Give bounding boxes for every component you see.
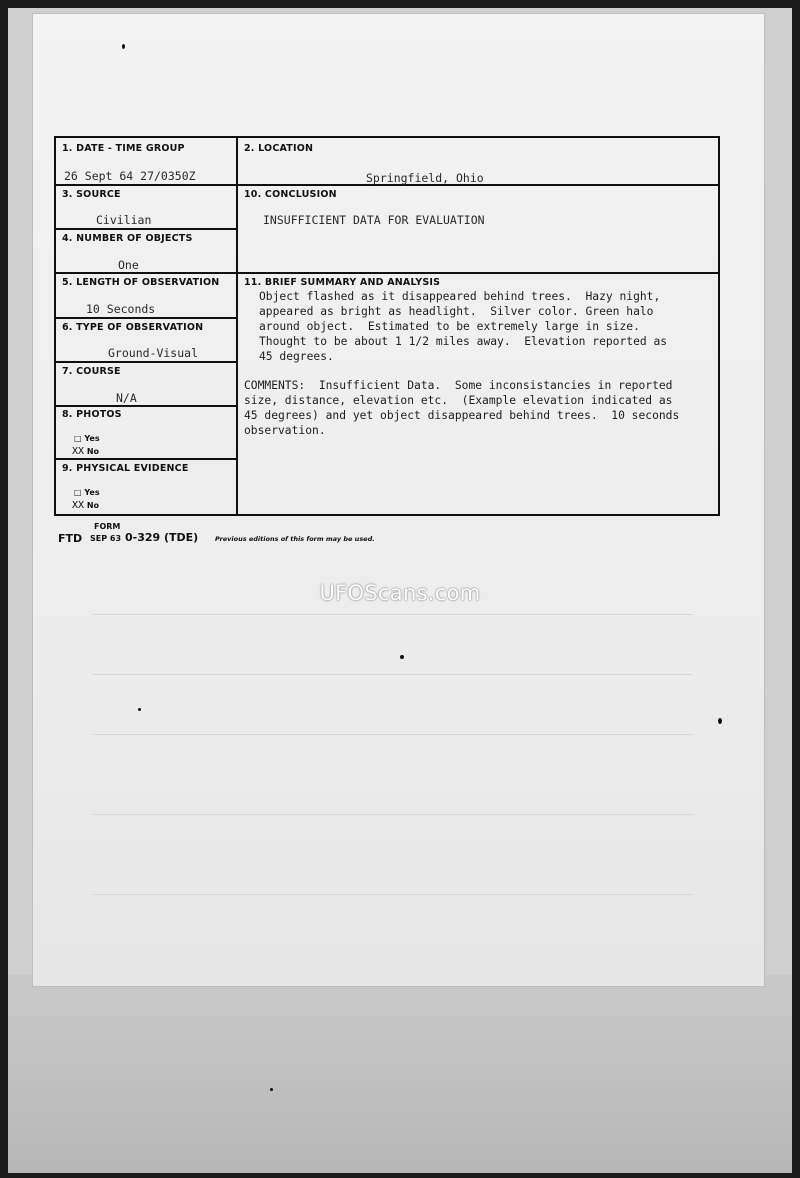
evidence-no-label: No [86, 501, 100, 510]
form-note: Previous editions of this form may be used. [215, 535, 375, 543]
number-of-objects-label: 4. NUMBER OF OBJECTS [62, 233, 193, 244]
date-time-label: 1. DATE - TIME GROUP [62, 143, 185, 154]
evidence-yes-label: Yes [84, 488, 100, 497]
form-date-code: SEP 63 [90, 534, 122, 543]
row-divider [56, 184, 236, 186]
showthrough-line [93, 734, 693, 735]
course-label: 7. COURSE [62, 366, 121, 377]
speck [270, 1088, 273, 1091]
row-divider [56, 361, 236, 363]
photos-yes-option [74, 434, 100, 443]
number-of-objects-value: One [118, 258, 139, 272]
checked-mark: XX [72, 446, 85, 457]
watermark: UFOScans.com [319, 581, 481, 605]
type-of-observation-label: 6. TYPE OF OBSERVATION [62, 322, 204, 333]
speck [718, 718, 722, 724]
checkbox-icon: □ [74, 434, 82, 443]
row-divider [56, 228, 236, 230]
form-agency: FTD [58, 532, 83, 545]
date-time-value: 26 Sept 64 27/0350Z [64, 169, 196, 183]
conclusion-value: INSUFFICIENT DATA FOR EVALUATION [263, 213, 485, 227]
row-divider [236, 272, 718, 274]
source-value: Civilian [96, 213, 152, 227]
location-value: Springfield, Ohio [366, 171, 484, 185]
physical-evidence-label: 9. PHYSICAL EVIDENCE [62, 463, 189, 474]
form-number: 0-329 (TDE) [125, 531, 199, 544]
evidence-yes-option [74, 488, 100, 497]
lower-paper-strip [8, 975, 792, 1173]
length-of-observation-value: 10 Seconds [86, 302, 156, 316]
conclusion-label: 10. CONCLUSION [244, 189, 337, 200]
comments-text: COMMENTS: Insufficient Data. Some inconsistancies in reported size, distance, elevation etc. (Example elevation indicated as 45 degrees) and yet object disappeared behind trees. 10 seconds observation. [244, 379, 680, 437]
length-of-observation-label: 5. LENGTH OF OBSERVATION [62, 277, 220, 288]
showthrough-line [93, 814, 693, 815]
speck [400, 655, 404, 659]
location-label: 2. LOCATION [244, 143, 314, 154]
row-divider [56, 317, 236, 319]
report-form [54, 136, 720, 516]
checked-mark: XX [72, 500, 85, 511]
summary-label: 11. BRIEF SUMMARY AND ANALYSIS [244, 277, 441, 288]
source-label: 3. SOURCE [62, 189, 121, 200]
photos-no-label: No [86, 447, 100, 456]
photos-yes-label: Yes [84, 434, 100, 443]
photos-label: 8. PHOTOS [62, 409, 122, 420]
column-divider [236, 138, 238, 514]
type-of-observation-value: Ground-Visual [108, 346, 199, 360]
checkbox-icon: □ [74, 488, 82, 497]
showthrough-line [93, 894, 693, 895]
photos-no-option [72, 446, 99, 457]
form-word: FORM [94, 522, 121, 531]
row-divider [56, 272, 236, 274]
course-value: N/A [116, 391, 137, 405]
showthrough-line [93, 674, 693, 675]
speck [138, 708, 141, 711]
showthrough-line [93, 614, 693, 615]
row-divider [56, 458, 236, 460]
summary-text: Object flashed as it disappeared behind trees. Hazy night, appeared as bright as headlight. Silver color. Green halo around object. Estimated to be extremely large in size. Thought to be about 1 1/2 miles away. Elevation reported as 45 degrees. [259, 290, 668, 363]
evidence-no-option [72, 500, 99, 511]
row-divider [56, 405, 236, 407]
speck [122, 44, 125, 49]
